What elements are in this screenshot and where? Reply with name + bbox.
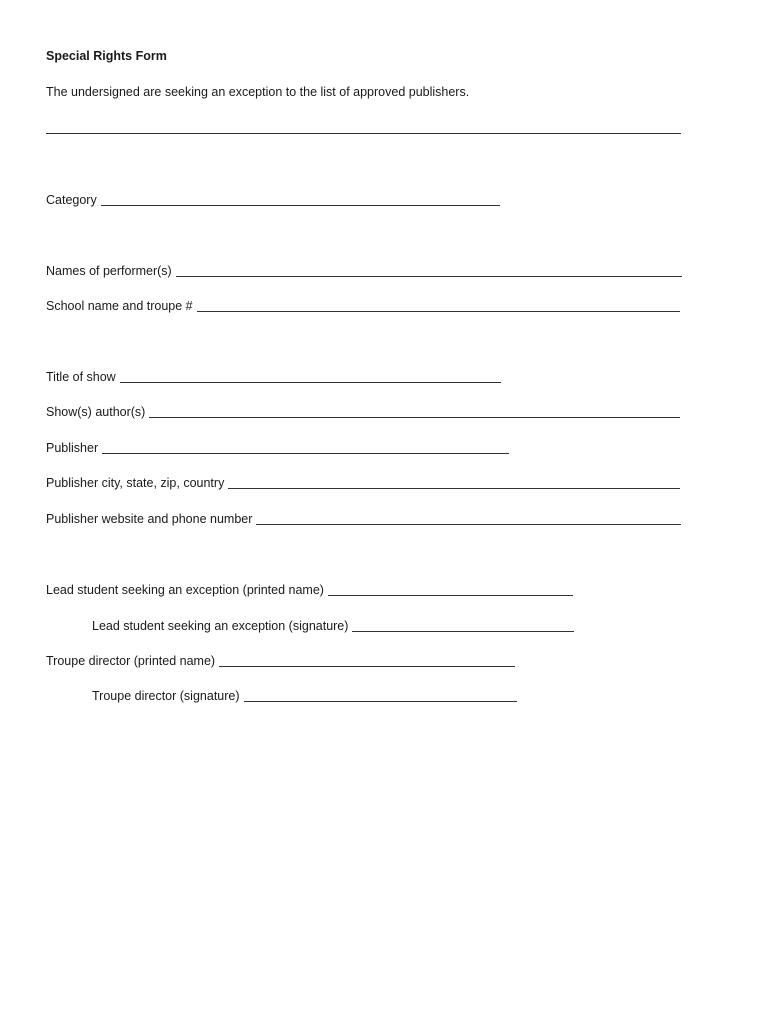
lead-signature-label: Lead student seeking an exception (signature) [92, 619, 349, 633]
performers-blank[interactable] [176, 264, 682, 277]
school-blank[interactable] [197, 299, 680, 312]
show-title-label: Title of show [46, 370, 116, 384]
lead-printed-blank[interactable] [328, 583, 573, 596]
publisher-contact-label: Publisher website and phone number [46, 512, 253, 526]
director-printed-blank[interactable] [219, 654, 515, 667]
authors-blank[interactable] [149, 405, 680, 418]
lead-signature-blank[interactable] [352, 619, 574, 632]
publisher-field [46, 439, 509, 455]
director-printed-label: Troupe director (printed name) [46, 654, 216, 668]
publisher-contact-field [46, 510, 681, 526]
director-signature-label: Troupe director (signature) [92, 689, 240, 703]
director-signature-field [92, 687, 517, 703]
publisher-label: Publisher [46, 441, 99, 455]
lead-signature-field [92, 617, 574, 633]
form-intro: The undersigned are seeking an exception to the list of approved publishers. [46, 85, 470, 99]
publisher-blank[interactable] [102, 441, 509, 454]
category-blank[interactable] [101, 193, 500, 206]
publisher-location-field [46, 474, 680, 490]
show-title-field [46, 368, 501, 384]
publisher-contact-blank[interactable] [256, 512, 681, 525]
authors-label: Show(s) author(s) [46, 405, 146, 419]
category-label: Category [46, 193, 97, 207]
director-signature-blank[interactable] [244, 689, 517, 702]
authors-field [46, 403, 680, 419]
form-title: Special Rights Form [46, 49, 167, 63]
school-field [46, 297, 680, 313]
exception-blank-line[interactable] [46, 133, 681, 134]
lead-printed-label: Lead student seeking an exception (printed name) [46, 583, 324, 597]
lead-printed-field [46, 581, 573, 597]
school-label: School name and troupe # [46, 299, 193, 313]
director-printed-field [46, 652, 515, 668]
show-title-blank[interactable] [120, 370, 501, 383]
performers-field [46, 262, 682, 278]
publisher-location-blank[interactable] [228, 476, 680, 489]
performers-label: Names of performer(s) [46, 264, 172, 278]
category-field [46, 191, 500, 207]
publisher-location-label: Publisher city, state, zip, country [46, 476, 225, 490]
